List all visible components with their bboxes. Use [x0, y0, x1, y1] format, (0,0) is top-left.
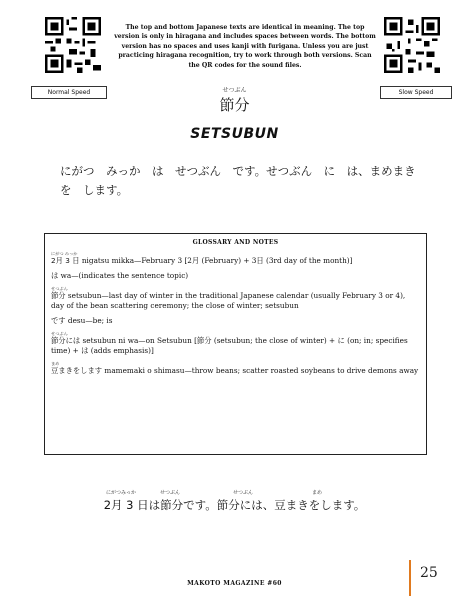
glossary-entry [51, 286, 420, 311]
glossary-entry [51, 331, 420, 356]
entry-furigana: せつぶん [51, 331, 68, 336]
glossary-entry [51, 271, 420, 281]
entry-japanese: 2月 3 日 [51, 256, 80, 265]
entry-definition: setsubun—last day of winter in the traditional Japanese calendar (usually February 3 or 4), day of the bean scattering ceremony; the close of winter; setsubun [51, 291, 406, 310]
entry-japanese: です [51, 316, 66, 325]
title-romaji: SETSUBUN [190, 126, 279, 142]
furigana-nigatsu-mikka: にがつみっか [106, 490, 137, 496]
glossary-entry [51, 361, 420, 376]
intro-text: The top and bottom Japanese texts are identical in meaning. The top version is only in hiragana and includes spaces between words. The bottom version has no spaces and uses kanji with furigana. Unless you are just practicing hiragana recognition, try to work through both versions. Scan the QR codes for the sound files. [114, 24, 376, 69]
glossary-entry [51, 316, 420, 326]
title-kanji: 節分 [219, 96, 250, 114]
magazine-footer: MAKOTO MAGAZINE #60 [187, 580, 282, 587]
hiragana-text: にがつ みっか は せつぶん です。せつぶん に は、まめまき を します。 [60, 164, 428, 197]
entry-definition: wa—(indicates the sentence topic) [60, 271, 189, 280]
qr-code-normal-speed[interactable] [45, 17, 101, 73]
slow-speed-label: Slow Speed [380, 86, 452, 99]
entry-furigana: まめ [51, 361, 60, 366]
entry-japanese: 節分には [51, 336, 81, 345]
normal-speed-label: Normal Speed [31, 86, 107, 99]
entry-definition: nigatsu mikka—February 3 [2月 (February) + 3日 (3rd day of the month)] [81, 256, 353, 265]
furigana-setsubun-1: せつぶん [160, 490, 181, 496]
page-number: 25 [420, 565, 438, 581]
entry-furigana: にがつ みっか [51, 251, 78, 256]
furigana-mame: まめ [312, 490, 323, 496]
entry-definition: mamemaki o shimasu—throw beans; scatter roasted soybeans to drive demons away [104, 366, 419, 375]
glossary-entry [51, 251, 420, 266]
entry-definition: desu—be; is [67, 316, 113, 325]
title-furigana: せつぶん [222, 87, 247, 94]
entry-furigana: せつぶん [51, 286, 68, 291]
furigana-setsubun-2: せつぶん [233, 490, 254, 496]
glossary-heading: GLOSSARY AND NOTES [192, 239, 279, 246]
entry-japanese: は [51, 271, 59, 280]
page-accent-bar [409, 560, 411, 596]
kanji-text: 2月 3 日は節分です。節分には、豆まきをします。 [103, 498, 366, 512]
glossary-box [44, 233, 427, 455]
entry-definition: setsubun ni wa—on Setsubun [節分 (setsubun; the close of winter) + に (on; in; specifies time) + は (adds emphasis)] [51, 336, 408, 355]
entry-japanese: 節分 [51, 291, 66, 300]
entry-japanese: 豆まきをします [51, 366, 103, 375]
qr-code-slow-speed[interactable] [384, 17, 440, 73]
